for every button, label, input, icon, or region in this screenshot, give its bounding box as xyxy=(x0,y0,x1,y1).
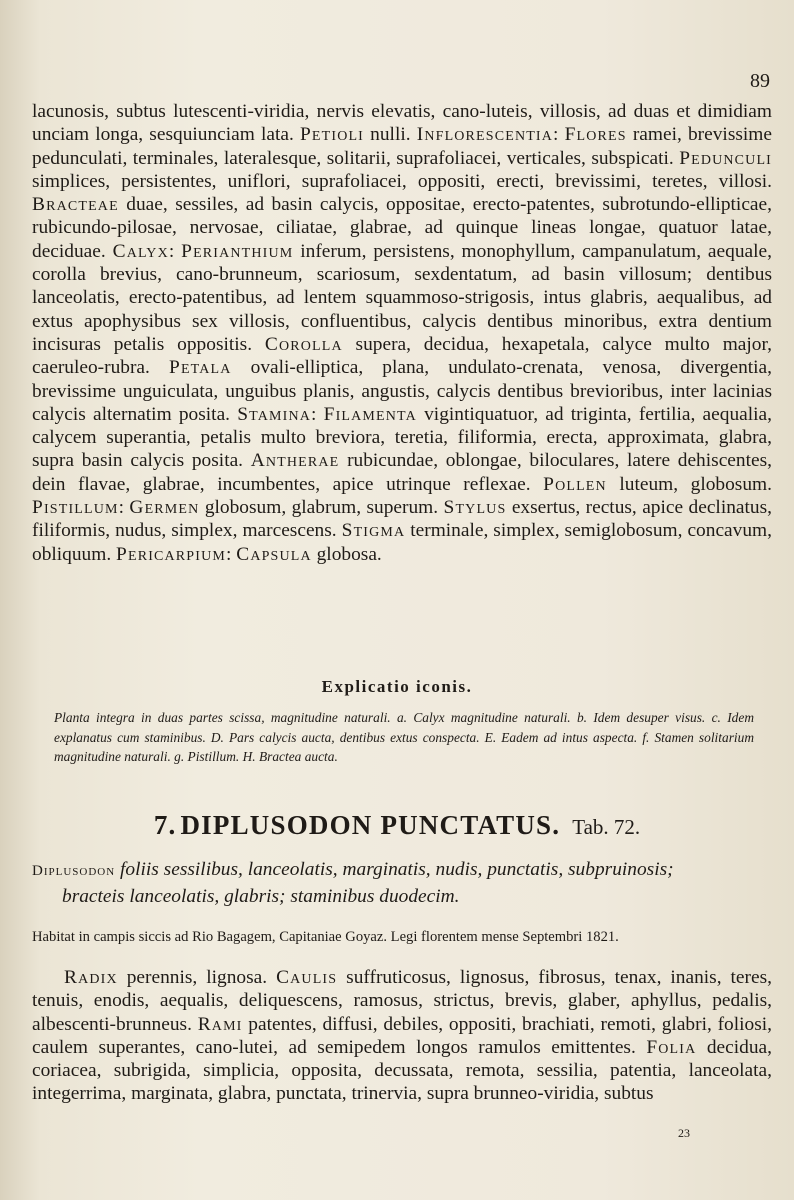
description-segment: patentes, diffusi, debiles, oppositi, brachiati, remoti, glabri, foliosi, caulem superantes, cano-lutei, ad semipedem longos ramulos emittentes. xyxy=(32,1013,773,1058)
species-name: DIPLUSODON PUNCTATUS. xyxy=(180,810,561,840)
main-text-segment: inferum, persistens, monophyllum, campanulatum, aequale, corolla brevius, cano-brunneum, scariosum, sexdentatum, ad basin villosum; dentibus lanceolatis, erecto-patentibus, ad lentem squammoso-strigosis, intus glabris, aequalibus, ad extus apophysibus sex villosis, confluentibus, calycis dentibus minoribus, extra dentium incisuras petalis oppositis. xyxy=(32,240,772,355)
explicatio-title: Explicatio iconis. xyxy=(321,677,473,696)
main-text-term: Inflorescentia xyxy=(416,124,554,146)
diagnosis xyxy=(32,857,772,910)
page-number: 89 xyxy=(750,70,770,92)
main-text-segment: globosa. xyxy=(311,543,382,565)
main-text-segment: nulli. xyxy=(364,124,417,146)
main-text-segment: duae, sessiles, ad basin calycis, oppositae, erecto-patentes, subrotundo-ellipticae, rubicundo-pilosae, nervosae, ciliatae, glabrae, ad quinque lineas longae, quatuor latae, deciduae. xyxy=(32,194,772,262)
main-text-term: Petioli xyxy=(299,124,365,146)
main-text-term: Pollen xyxy=(543,473,607,495)
main-text-term: Petala xyxy=(169,357,232,379)
main-text xyxy=(32,100,772,566)
diagnosis-genus: Diplusodon xyxy=(32,863,116,879)
species-title xyxy=(0,810,794,841)
description-term: Folia xyxy=(646,1036,697,1058)
main-text-term: Pistillum xyxy=(32,497,119,519)
main-text-segment: : xyxy=(118,497,130,519)
description-term: Radix xyxy=(64,967,118,988)
species-number: 7. xyxy=(153,810,177,840)
main-text-term: Antherae xyxy=(250,450,340,472)
main-text-segment: : xyxy=(553,124,565,146)
main-text-term: Pericarpium xyxy=(116,543,226,565)
description-segment: perennis, lignosa. xyxy=(117,967,277,988)
main-text-segment: rubicundae, oblongae, biloculares, latere dehiscentes, dein flavae, glabrae, incumbentes, apice utrinque reflexae. xyxy=(32,450,772,495)
description-term: Rami xyxy=(197,1013,243,1035)
description-segment: suffruticosus, lignosus, fibrosus, tenax, inanis, teres, tenuis, enodis, aequalis, deliquescens, ramosus, strictus, brevis, glaber, aphyllus, pedalis, albescenti-brunneus. xyxy=(32,967,772,1035)
main-text-segment: luteum, globosum. xyxy=(606,473,772,495)
main-text-segment: globosum, glabrum, superum. xyxy=(199,497,444,519)
main-text-segment: terminale, simplex, semiglobosum, concavum, obliquum. xyxy=(32,520,772,565)
main-text-term: Flores xyxy=(564,124,627,146)
main-text-segment: exsertus, rectus, apice declinatus, filiformis, nudus, simplex, marcescens. xyxy=(32,497,772,542)
main-text-segment: vigintiquatuor, ad triginta, fertilia, aequalia, calycem superantia, petalis multo breviora, teretia, filiformia, erecta, approximata, glabra, supra basin calycis posita. xyxy=(32,403,772,472)
main-text-segment: : xyxy=(311,403,324,425)
main-text-term: Capsula xyxy=(236,543,312,565)
description-segment: decidua, coriacea, subrigida, simplicia, opposita, decussata, remota, sessilia, patentia, lanceolata, integerrima, marginata, glabra, punctata, trinervia, supra brunneo-viridia, subtus xyxy=(32,1036,772,1105)
main-text-term: Perianthium xyxy=(181,240,294,262)
description-text xyxy=(32,966,772,1106)
species-tab: Tab. 72. xyxy=(572,815,641,839)
signature-mark: 23 xyxy=(678,1126,690,1140)
description-term: Caulis xyxy=(276,967,338,988)
main-text-segment: : xyxy=(168,240,182,262)
main-text-segment: lacunosis, subtus lutescenti-viridia, nervis elevatis, cano-luteis, villosis, ad duas et dimidiam unciam longa, sesquiunciam lata. xyxy=(32,101,772,146)
main-text-segment: ramei, brevissime pedunculati, terminales, lateralesque, solitarii, suprafoliacei, verticales, subspicati. xyxy=(32,124,772,169)
main-text-term: Filamenta xyxy=(323,403,417,425)
main-text-segment: ovali-elliptica, plana, undulato-crenata, venosa, divergentia, brevissime unguiculata, unguibus planis, angustis, calycis dentibus brevioribus, inter lacinias calycis alternatim posita. xyxy=(32,357,772,425)
main-text-term: Corolla xyxy=(264,333,343,355)
main-text-segment: simplices, persistentes, uniflori, suprafoliacei, oppositi, erecti, brevissimi, teretes, villosi. xyxy=(32,170,772,192)
main-text-term: Germen xyxy=(129,497,200,519)
main-text-term: Pedunculi xyxy=(679,147,772,169)
main-text-segment: : xyxy=(225,543,237,565)
main-text-term: Stylus xyxy=(443,497,507,519)
main-text-term: Stamina xyxy=(237,403,312,425)
main-text-term: Calyx xyxy=(112,240,169,262)
habitat: Habitat in campis siccis ad Rio Bagagem, Capitaniae Goyaz. Legi florentem mense Septembri 1821. xyxy=(32,929,619,945)
diagnosis-line-2: bracteis lanceolatis, glabris; staminibus duodecim. xyxy=(62,886,460,907)
explicatio-text: Planta integra in duas partes scissa, magnitudine naturali. a. Calyx magnitudine naturali. b. Idem desuper visus. c. Idem explanatus cum staminibus. D. Pars calycis aucta, dentibus extus conspecta. E. Eadem ad intus aspecta. f. Stamen solitarium magnitudine naturali. g. Pistillum. H. Bractea aucta. xyxy=(54,710,754,764)
main-text-term: Stigma xyxy=(341,520,406,542)
diagnosis-line-1: foliis sessilibus, lanceolatis, marginatis, nudis, punctatis, subpruinosis; xyxy=(120,859,674,880)
main-text-segment: supera, decidua, hexapetala, calyce multo major, caeruleo-rubra. xyxy=(32,333,772,379)
main-text-term: Bracteae xyxy=(32,194,119,216)
